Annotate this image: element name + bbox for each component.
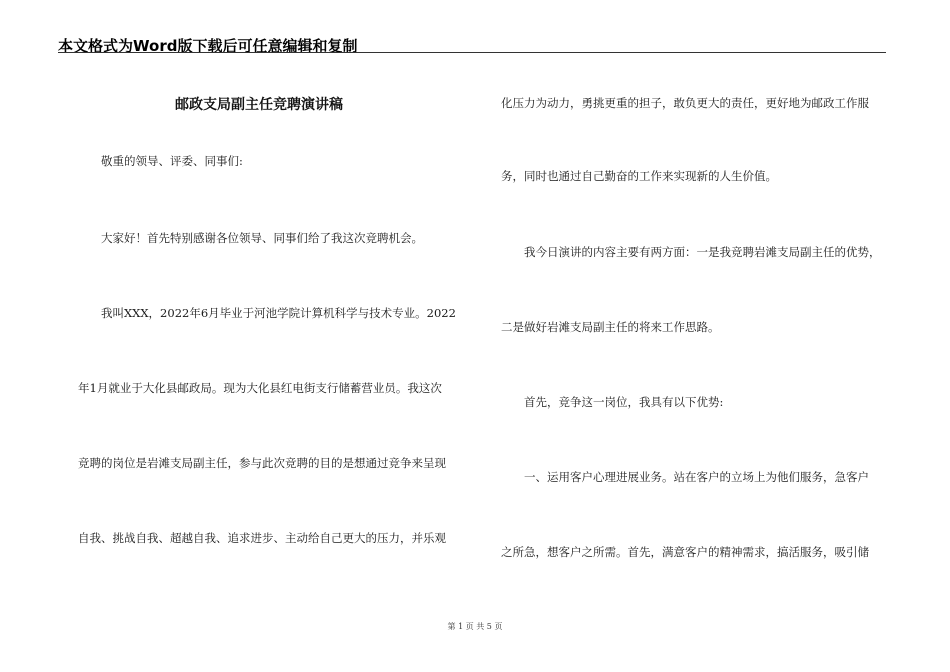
right-paragraph-line: 首先，竞争这一岗位，我具有以下优势:: [524, 395, 724, 409]
left-paragraph-line: 敬重的领导、评委、同事们:: [101, 154, 243, 168]
document-title: 邮政支局副主任竞聘演讲稿: [175, 97, 343, 113]
left-paragraph-line: 年1月就业于大化县邮政局。现为大化县红电街支行储蓄营业员。我这次: [78, 381, 442, 395]
banner-divider: [58, 52, 886, 53]
right-paragraph-line: 化压力为动力，勇挑更重的担子，敢负更大的责任，更好地为邮政工作服: [501, 96, 869, 110]
right-paragraph-line: 我今日演讲的内容主要有两方面：一是我竞聘岩滩支局副主任的优势，: [524, 245, 881, 259]
left-paragraph-line: 我叫XXX，2022年6月毕业于河池学院计算机科学与技术专业。2022: [101, 306, 456, 320]
right-paragraph-line: 务，同时也通过自己勤奋的工作来实现新的人生价值。: [501, 169, 777, 183]
right-paragraph-line: 一、运用客户心理进展业务。站在客户的立场上为他们服务，急客户: [524, 470, 869, 484]
document-banner: 本文格式为Word版下载后可任意编辑和复制: [58, 37, 358, 55]
left-paragraph-line: 大家好！首先特别感谢各位领导、同事们给了我这次竞聘机会。: [101, 231, 423, 245]
left-paragraph-line: 自我、挑战自我、超越自我、追求进步、主动给自己更大的压力，并乐观: [78, 531, 446, 545]
left-paragraph-line: 竞聘的岗位是岩滩支局副主任，参与此次竞聘的目的是想通过竞争来呈现: [78, 456, 446, 470]
right-paragraph-line: 二是做好岩滩支局副主任的将来工作思路。: [501, 320, 720, 334]
right-paragraph-line: 之所急，想客户之所需。首先，满意客户的精神需求，搞活服务，吸引储: [501, 545, 869, 559]
page-number-footer: 第 1 页 共 5 页: [447, 622, 503, 631]
